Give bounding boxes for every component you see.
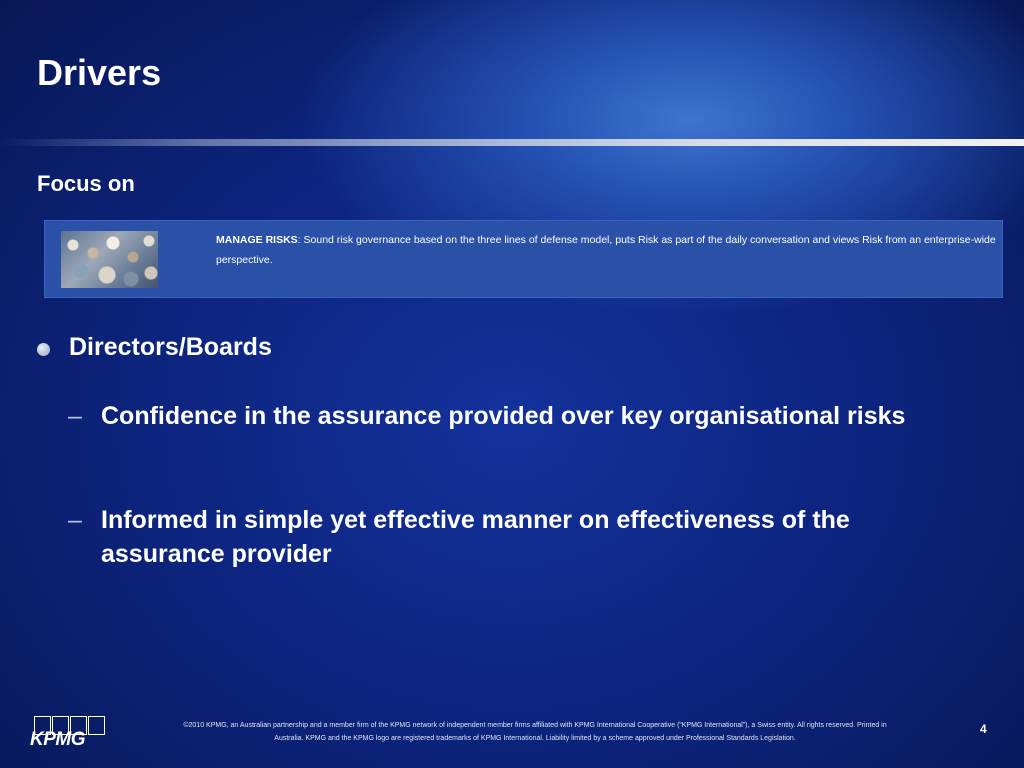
dash-icon: – (68, 402, 82, 430)
sub-bullet-text: Confidence in the assurance provided over key organisational risks (101, 402, 906, 430)
crowd-photo (61, 231, 158, 288)
bullet-label: Directors/Boards (69, 333, 272, 361)
section-subtitle: Focus on (37, 171, 135, 196)
copyright-note (120, 719, 950, 745)
bullet-directors-boards (37, 333, 272, 362)
logo-wordmark: KPMG (30, 729, 85, 750)
sub-bullet-confidence (68, 399, 968, 433)
bullet-dot-icon (37, 343, 50, 356)
title-divider (0, 139, 1024, 146)
slide-title: Drivers (37, 52, 162, 93)
kpmg-logo (30, 716, 106, 752)
callout-body: : Sound risk governance based on the three lines of defense model, puts Risk as part of the daily conversation and views Risk from an enterprise-wide perspective. (216, 234, 996, 266)
manage-risks-callout (44, 220, 1003, 298)
sub-bullet-text: Informed in simple yet effective manner on effectiveness of the assurance provider (101, 506, 850, 568)
page-number: 4 (980, 722, 987, 736)
callout-lead: MANAGE RISKS (216, 234, 298, 246)
copyright-line-2: Australia. KPMG and the KPMG logo are registered trademarks of KPMG International. Liability limited by a scheme approved under Professional Standards Legislation. (274, 735, 796, 742)
copyright-line-1: ©2010 KPMG, an Australian partnership and a member firm of the KPMG network of independent member firms affiliated with KPMG International Cooperative (“KPMG International”), a Swiss entity. All rights reserved. Printed in (183, 722, 887, 729)
sub-bullet-informed (68, 503, 968, 571)
callout-text (216, 230, 1002, 270)
dash-icon: – (68, 506, 82, 534)
